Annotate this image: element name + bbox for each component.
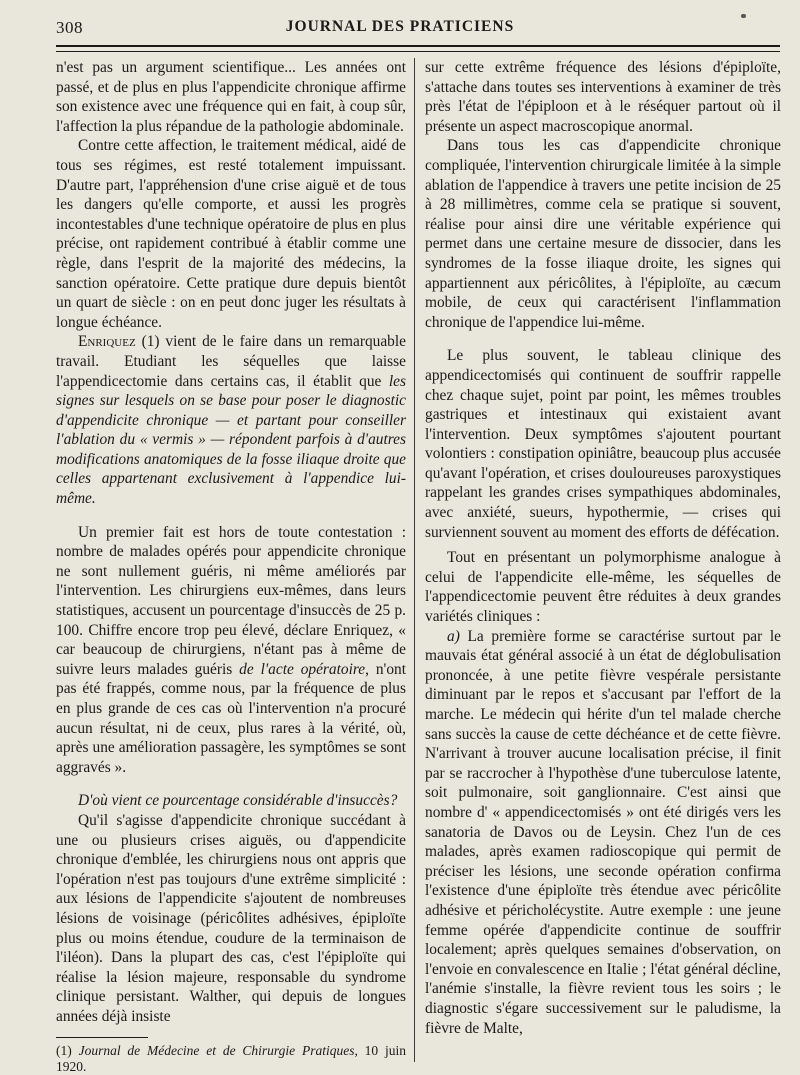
left-column: [56, 58, 406, 1075]
paragraph-4-a: Un premier fait est hors de toute contestation : nombre de malades opérés pour appendicite chronique ne sont nullement guéris, ni même améliorés par l'intervention. Les chirurgiens eux-mêmes, dans leurs statistiques, accusent un pourcentage d'insuccès de 25 p. 100. Chiffre encore trop peu élevé, déclare Enriquez, « car beaucoup de chirurgiens, n'étant pas à même de suivre leurs malades guéris: [56, 523, 406, 678]
paragraph-1: n'est pas un argument scientifique... Les années ont passé, et de plus en plus l'appendicite chronique affirme son existence avec une fréquence qui en fait, à coup sûr, l'affection la plus répandue de la pathologie abdominale.: [56, 59, 406, 135]
right-paragraph-2: Dans tous les cas d'appendicite chronique compliquée, l'intervention chirurgicale limitée à la simple ablation de l'appendice à travers une petite incision de 25 à 28 millimètres, comme cela se pratique si souvent, réalise pour ainsi dire une véritable expérience qui permet dans une certaine mesure de dissocier, dans les syndromes de la fosse iliaque droite, les signes qui appartiennent aux péricôlites, à l'épiploïte, au cæcum mobile, de ceux qui caractérisent l'inflammation chronique de l'appendice lui-même.: [425, 137, 781, 331]
right-column: [425, 58, 781, 1038]
right-paragraph-3: Le plus souvent, le tableau clinique des appendicectomisés qui continuent de souffrir rappelle chez chaque sujet, point par point, les mêmes troubles gastriques et intestinaux qui existaient avant l'intervention. Deux symptômes s'ajoutent pourtant volontiers : constipation opiniâtre, beaucoup plus accusée qu'avant l'opération, et crises douloureuses paroxystiques rappelant les grandes crises sympathiques abdominales, avec anxiété, sueurs, hypothermie, — crises qui surviennent souvent au moment des efforts de défécation.: [425, 347, 781, 541]
page-number: 308: [56, 18, 83, 37]
paragraph-4: [56, 523, 406, 778]
paragraph-3-italic: les signes sur lesquels on se base pour poser le diagnostic d'appendicite chronique — et partant pour conseiller l'ablation du « vermis » — répondent parfois à d'autres modifications anatomiques de la fosse iliaque droite que celles appartenant exclusivement à l'appendice lui-même.: [56, 372, 406, 508]
header-rule-thick: [56, 45, 780, 47]
variety-label: a): [447, 627, 460, 645]
header-rule-thin: [56, 51, 780, 52]
right-paragraph-5-text: La première forme se caractérise surtout par le mauvais état général associé à un état de déglobulisation prononcée, à une petite fièvre vespérale persistante diminuant par le repos et s'accusant par l'effort de la marche. Le médecin qui hérite d'un tel malade cherche sans succès la cause de cette déchéance et de cette fièvre. N'arrivant à trouver aucune localisation précise, il finit par se raccrocher à l'hypothèse d'une tuberculose latente, soit pulmonaire, soit ganglionnaire. C'est ainsi que nombre d' « appendicectomisés » ont été dirigés vers les sanatoria de Davos ou de Leysin. Chez l'un de ces malades, après examen radioscopique qui permit de préciser les lésions, une seconde opération confirma l'existence d'une épiploïte très étendue avec péricôlite adhésive et péricholécystite. Autre exemple : une jeune femme opérée d'appendicite continue de souffrir localement; après quelques semaines d'observation, on l'envoie en convalescence en Italie ; l'état général décline, l'anémie s'installe, la fièvre revient tous les soirs ; le diagnostic s'égare successivement sur le paludisme, la fièvre de Malte,: [425, 627, 781, 1037]
question-heading: D'où vient ce pourcentage considérable d'insuccès?: [78, 792, 398, 810]
paragraph-2: Contre cette affection, le traitement médical, aidé de tous ses régimes, est resté totalement impuissant. D'autre part, l'appréhension d'une crise aiguë et de tous les dangers qu'elle comporte, et aussi les progrès incontestables d'une technique opératoire de plus en plus précise, ont rapidement contribué à établir comme une règle, dans l'esprit de la majorité des médecins, la sanction opératoire. Cette pratique dure depuis bientôt un quart de siècle : on en peut donc juger les résultats à longue échéance.: [56, 137, 406, 331]
author-name: Enriquez: [78, 333, 136, 351]
footnote-rule: [56, 1037, 148, 1038]
column-divider: [414, 58, 415, 1062]
footnote: [56, 1043, 406, 1075]
footnote-journal: Journal de Médecine et de Chirurgie Pratiques: [78, 1042, 355, 1058]
journal-title: JOURNAL DES PRATICIENS: [285, 18, 515, 35]
paragraph-3-text: (1) vient de le faire dans un remarquable travail. Etudiant les séquelles que laisse l'appendicectomie dans certains cas, il établit que: [56, 333, 406, 390]
right-paragraph-1: sur cette extrême fréquence des lésions d'épiploïte, s'attache dans toutes ses interventions à examiner de très près l'état de l'épiploon et à le réséquer partout où il présente un aspect macroscopique anormal.: [425, 59, 781, 135]
paragraph-3: [56, 332, 406, 508]
right-paragraph-4: Tout en présentant un polymorphisme analogue à celui de l'appendicite elle-même, les séquelles de l'appendicectomie peuvent être réduites à deux grandes variétés cliniques :: [425, 549, 781, 626]
footnote-prefix: (1): [56, 1042, 79, 1058]
paragraph-4-italic: de l'acte opératoire: [239, 660, 366, 678]
paragraph-6: Qu'il s'agisse d'appendicite chronique succédant à une ou plusieurs crises aiguës, ou d'appendicite chronique d'emblée, les chirurgiens nous ont appris que l'opération n'est pas toujours d'une extrême simplicité : aux lésions de l'appendicite s'ajoutent de nombreuses lésions de voisinage (péricôlites adhésives, épiploïte plus ou moins étendue, coudure de la terminaison de l'iléon). Dans la plupart des cas, c'est l'épiploïte qui réalise la lésion majeure, responsable du syndrome clinique persistant. Walther, qui depuis de longues années déjà insiste: [56, 811, 406, 1025]
paragraph-4-b: , n'ont pas été frappés, comme nous, par la fréquence de plus en plus grande de ces cas où l'intervention n'a procuré aucun résultat, ni de ceux, plus rares à la vérité, où, après une amélioration passagère, les symptômes se sont aggravés ».: [56, 660, 406, 776]
footnote-date: , 10 juin 1920.: [56, 1042, 406, 1074]
right-paragraph-5: [425, 627, 781, 1038]
